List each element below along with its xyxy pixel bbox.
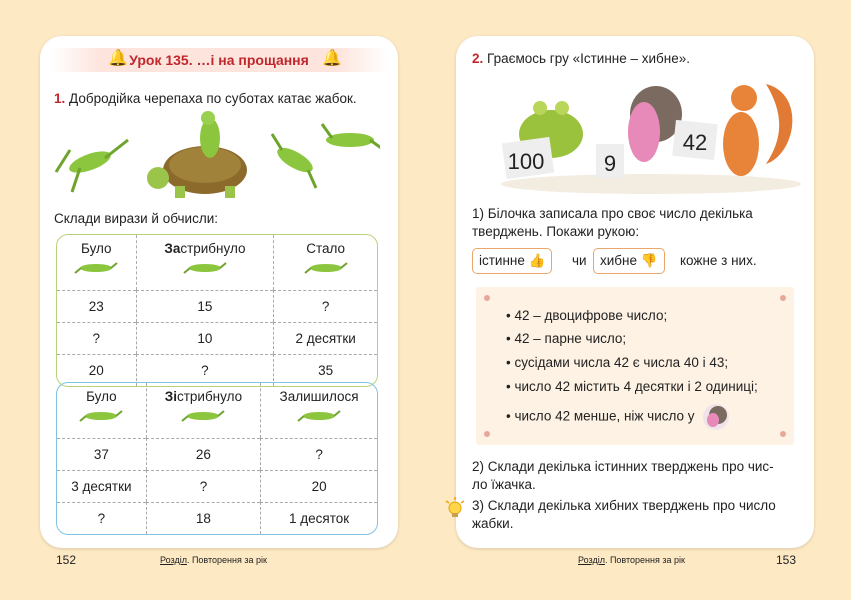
frog-icon — [78, 408, 124, 422]
expression-table-1 — [56, 234, 378, 387]
hedgehog-icon — [698, 403, 734, 431]
subtask-2: 2) Склади декілька істинних тверджень про чис- ло їжачка. — [472, 459, 774, 492]
table-header-row — [57, 235, 377, 290]
svg-text:42: 42 — [682, 130, 708, 155]
right-page — [456, 36, 814, 548]
header-cell: Зістрибнуло — [146, 383, 260, 438]
subtask-1: 1) Білочка записала про своє число декілька тверджень. Покажи рукою: — [472, 206, 753, 239]
table-row: 20 ? 35 — [57, 354, 377, 386]
pin-icon — [780, 431, 786, 437]
page-number-right: 153 — [776, 553, 797, 567]
footer-right: Розділ. Повторення за рік — [578, 555, 685, 565]
number-card-9 — [596, 144, 624, 178]
false-button[interactable]: хибне 👎 — [593, 248, 665, 274]
bell-icon: 🔔 — [108, 50, 128, 67]
frog-left-icon — [56, 140, 128, 192]
frog-icon — [182, 260, 228, 274]
thumbs-down-icon: 👎 — [640, 253, 658, 268]
statement-item: • число 42 менше, ніж число у — [506, 403, 734, 431]
true-button[interactable]: істинне 👍 — [472, 248, 552, 274]
header-cell: Було — [57, 235, 136, 290]
statement-item: • 42 – парне число; — [506, 331, 627, 346]
svg-text:100: 100 — [507, 149, 545, 174]
thumbs-up-icon: 👍 — [528, 253, 546, 268]
table-row: 37 26 ? — [57, 438, 377, 470]
frog-icon — [296, 408, 342, 422]
table-row: 23 15 ? — [57, 290, 377, 322]
frog-riding-icon — [200, 111, 220, 158]
expression-table-2 — [56, 382, 378, 535]
frog-right-icon — [272, 124, 380, 188]
statements-box — [476, 287, 794, 445]
turtle-icon — [147, 146, 247, 198]
instruction: Склади вирази й обчисли: — [54, 211, 218, 226]
page-number-left: 152 — [56, 553, 77, 567]
task-1: 1. Добродійка черепаха по суботах катає жабок. — [54, 91, 357, 106]
pin-icon — [484, 295, 490, 301]
subtask-3: 3) Склади декілька хибних тверджень про число жабки. — [472, 498, 776, 531]
left-page — [40, 36, 398, 548]
header-cell: Застрибнуло — [136, 235, 274, 290]
table-row: 3 десятки ? 20 — [57, 470, 377, 502]
frog-icon — [180, 408, 226, 422]
pin-icon — [484, 431, 490, 437]
lesson-title: Урок 135. …і на прощання — [129, 52, 309, 68]
table-header-row — [57, 383, 377, 438]
turtle-frogs-illustration — [50, 110, 380, 202]
header-cell: Було — [57, 383, 146, 438]
task-1-text: Добродійка черепаха по суботах катає жабок. — [69, 91, 357, 106]
frog-icon — [303, 260, 349, 274]
squirrel-icon — [723, 84, 792, 176]
table-row: ? 10 2 десятки — [57, 322, 377, 354]
svg-text:9: 9 — [603, 151, 617, 176]
lesson-banner — [50, 48, 388, 72]
number-card-100 — [502, 137, 555, 179]
task-2-text: Граємось гру «Істинне – хибне». — [487, 51, 690, 66]
pin-icon — [780, 295, 786, 301]
statement-item: • сусідами числа 42 є числа 40 і 43; — [506, 355, 729, 370]
header-cell: Залишилося — [260, 383, 377, 438]
or-label: чи — [572, 253, 587, 268]
statement-item: • число 42 містить 4 десятки і 2 одиниці; — [506, 379, 758, 394]
lightbulb-icon — [444, 497, 466, 521]
frog-icon — [73, 260, 119, 274]
number-card-42 — [672, 120, 718, 160]
animals-with-number-cards — [496, 74, 806, 194]
statement-item: • 42 – двоцифрове число; — [506, 308, 668, 323]
bell-icon: 🔔 — [322, 50, 342, 67]
each-label: кожне з них. — [680, 253, 757, 268]
table-row: ? 18 1 десяток — [57, 502, 377, 534]
header-cell: Стало — [273, 235, 377, 290]
footer-left: Розділ. Повторення за рік — [160, 555, 267, 565]
task-2: 2. Граємось гру «Істинне – хибне». — [472, 51, 690, 66]
